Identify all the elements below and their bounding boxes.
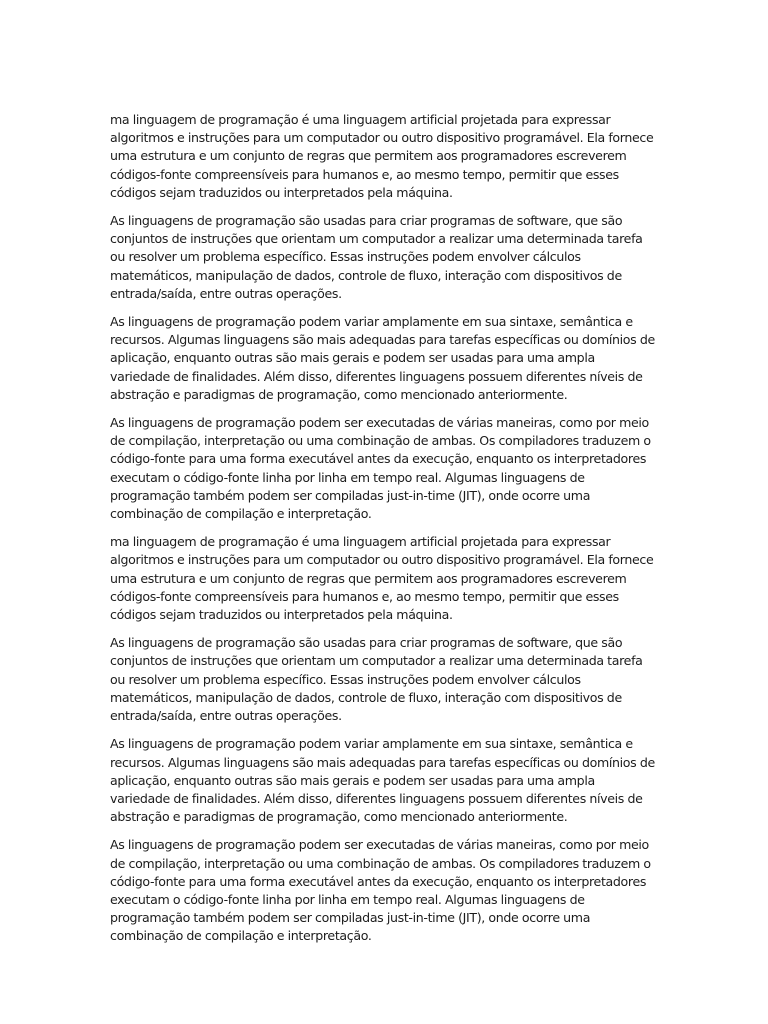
document-page [110, 111, 658, 956]
paragraph-3: As linguagens de programação podem variar amplamente em sua sintaxe, semântica e recursos. Algumas linguagens são mais adequadas para tarefas específicas ou domínios de aplicação, enquanto outras são mais gerais e podem ser usadas para uma ampla variedade de finalidades. Além disso, diferentes linguagens possuem diferentes níveis de abstração e paradigmas de programação, como mencionado anteriormente. [110, 314, 655, 402]
paragraph-1: ma linguagem de programação é uma linguagem artificial projetada para expressar algoritmos e instruções para um computador ou outro dispositivo programável. Ela fornece uma estrutura e um conjunto de regras que permitem aos programadores escreverem códigos-fonte compreensíveis para humanos e, ao mesmo tempo, permitir que esses códigos sejam traduzidos ou interpretados pela máquina. [110, 112, 654, 200]
paragraph-8: As linguagens de programação podem ser executadas de várias maneiras, como por meio de compilação, interpretação ou uma combinação de ambas. Os compiladores traduzem o código-fonte para uma forma executável antes da execução, enquanto os interpretadores executam o código-fonte linha por linha em tempo real. Algumas linguagens de programação também podem ser compiladas just-in-time (JIT), onde ocorre uma combinação de compilação e interpretação. [110, 837, 651, 944]
paragraph-2: As linguagens de programação são usadas para criar programas de software, que são conjuntos de instruções que orientam um computador a realizar uma determinada tarefa ou resolver um problema específico. Essas instruções podem envolver cálculos matemáticos, manipulação de dados, controle de fluxo, interação com dispositivos de entrada/saída, entre outras operações. [110, 213, 643, 301]
paragraph-6: As linguagens de programação são usadas para criar programas de software, que são conjuntos de instruções que orientam um computador a realizar uma determinada tarefa ou resolver um problema específico. Essas instruções podem envolver cálculos matemáticos, manipulação de dados, controle de fluxo, interação com dispositivos de entrada/saída, entre outras operações. [110, 635, 643, 724]
paragraph-4: As linguagens de programação podem ser executadas de várias maneiras, como por meio de compilação, interpretação ou uma combinação de ambas. Os compiladores traduzem o código-fonte para uma forma executável antes da execução, enquanto os interpretadores executam o código-fonte linha por linha em tempo real. Algumas linguagens de programação também podem ser compiladas just-in-time (JIT), onde ocorre uma combinação de compilação e interpretação. [110, 415, 651, 522]
paragraph-7: As linguagens de programação podem variar amplamente em sua sintaxe, semântica e recursos. Algumas linguagens são mais adequadas para tarefas específicas ou domínios de aplicação, enquanto outras são mais gerais e podem ser usadas para uma ampla variedade de finalidades. Além disso, diferentes linguagens possuem diferentes níveis de abstração e paradigmas de programação, como mencionado anteriormente. [110, 736, 655, 825]
paragraph-5: ma linguagem de programação é uma linguagem artificial projetada para expressar algoritmos e instruções para um computador ou outro dispositivo programável. Ela fornece uma estrutura e um conjunto de regras que permitem aos programadores escreverem códigos-fonte compreensíveis para humanos e, ao mesmo tempo, permitir que esses códigos sejam traduzidos ou interpretados pela máquina. [110, 534, 654, 623]
